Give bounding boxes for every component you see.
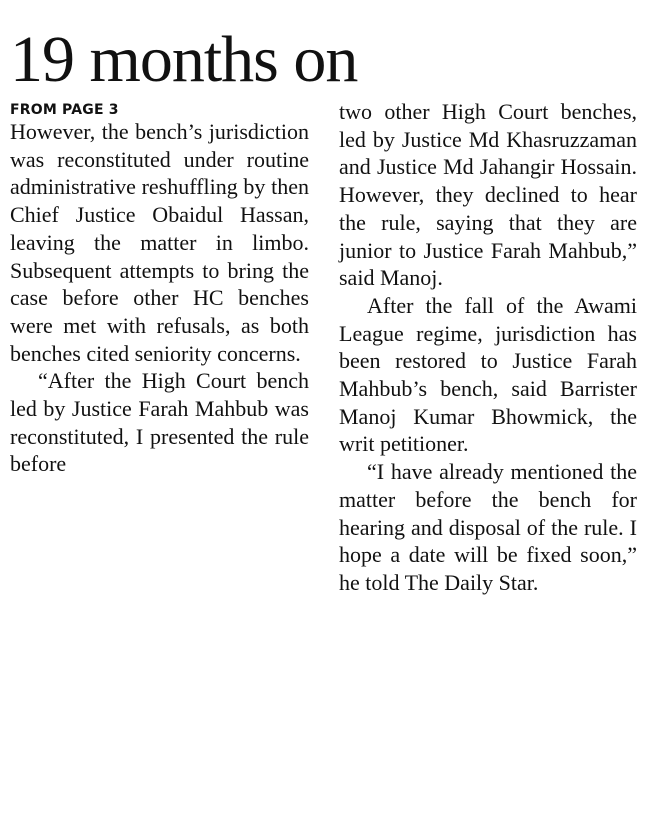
article-column-left xyxy=(10,101,309,478)
continued-from-label: FROM PAGE 3 xyxy=(10,102,119,118)
article-paragraph: two other High Court benches, led by Justice Md Khasruzzaman and Justice Md Jahangir Hossain. However, they declined to hear the rule, saying that they are junior to Justice Farah Mahbub,” said Manoj. xyxy=(339,99,637,291)
headline: 19 months on xyxy=(10,23,358,96)
article-paragraph: “I have already mentioned the matter before the bench for hearing and disposal of the rule. I hope a date will be fixed soon,” he told The Daily Star. xyxy=(339,459,637,595)
article-paragraph: However, the bench’s jurisdiction was reconstituted under routine administrative reshuffling by then Chief Justice Obaidul Hassan, leaving the matter in limbo. Subsequent attempts to bring the case before other HC benches were met with refusals, as both benches cited seniority concerns. xyxy=(10,119,309,366)
article-paragraph: “After the High Court bench led by Justice Farah Mahbub was reconstituted, I presented the rule before xyxy=(10,368,309,477)
article-paragraph: After the fall of the Awami League regime, jurisdiction has been restored to Justice Farah Mahbub’s bench, said Barrister Manoj Kumar Bhowmick, the writ petitioner. xyxy=(339,292,637,457)
article-column-right xyxy=(339,101,637,597)
